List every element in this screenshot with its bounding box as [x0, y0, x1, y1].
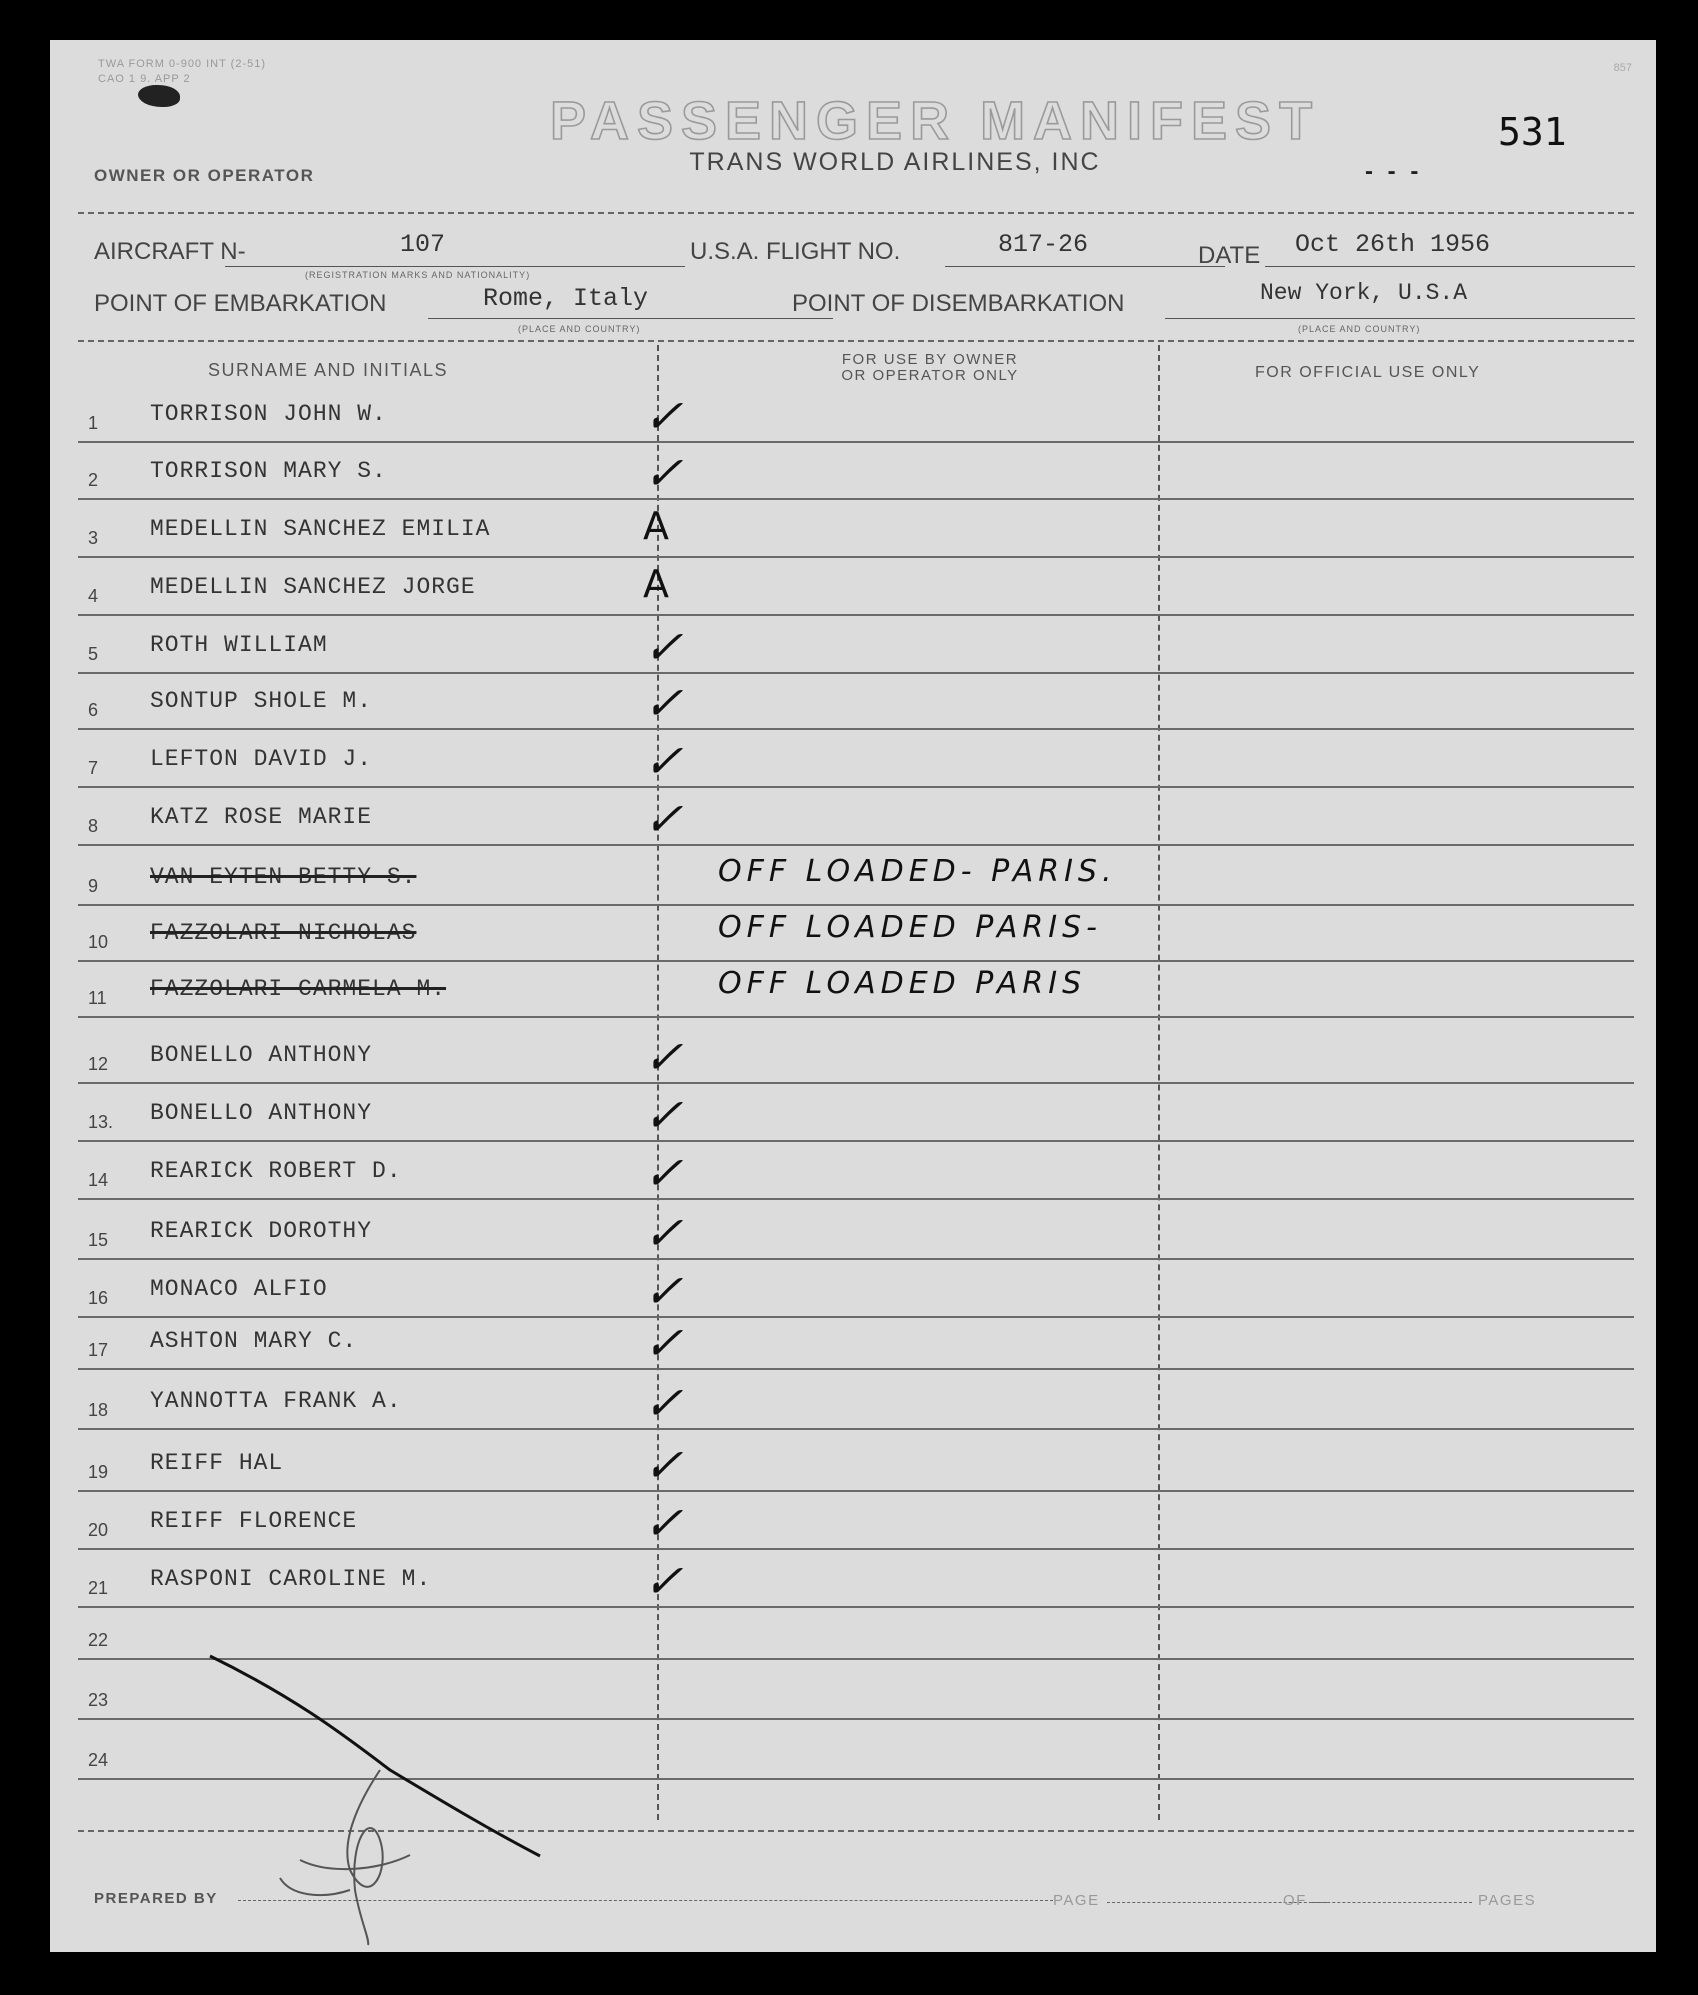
aircraft-caption: (REGISTRATION MARKS AND NATIONALITY)	[305, 270, 531, 280]
checkmark-icon: ✓	[639, 1554, 701, 1608]
passenger-name: REIFF FLORENCE	[150, 1508, 358, 1534]
manifest-page	[50, 40, 1656, 1952]
checkmark-icon: ✓	[639, 734, 701, 788]
passenger-row	[78, 1600, 1634, 1660]
passenger-row	[78, 786, 1634, 846]
passenger-name: REARICK ROBERT D.	[150, 1158, 402, 1184]
passenger-row	[78, 958, 1634, 1018]
passenger-name: MONACO ALFIO	[150, 1276, 328, 1302]
disembarkation-value: New York, U.S.A	[1260, 280, 1468, 306]
row-number: 3	[88, 528, 99, 548]
row-number: 7	[88, 758, 99, 778]
row-rule	[78, 1428, 1634, 1430]
header-divider	[78, 212, 1634, 214]
row-number: 12	[88, 1054, 109, 1074]
passenger-name: ASHTON MARY C.	[150, 1328, 358, 1354]
checkmark-icon: ✓	[639, 1376, 701, 1430]
owner-use-line2: OR OPERATOR ONLY	[841, 367, 1019, 384]
flight-number: 817-26	[998, 230, 1089, 259]
passenger-name: BONELLO ANTHONY	[150, 1042, 373, 1068]
row-rule	[78, 1778, 1634, 1780]
row-number: 11	[88, 988, 107, 1008]
checkmark-icon: ✓	[639, 389, 701, 443]
form-number: TWA FORM 0-900 INT (2-51)	[98, 58, 267, 70]
table-top-divider	[78, 340, 1634, 342]
passenger-name: YANNOTTA FRANK A.	[150, 1388, 402, 1414]
aircraft-value: 107	[400, 230, 446, 259]
disembarkation-caption: (PLACE AND COUNTRY)	[1298, 324, 1421, 334]
checkmark-icon: ✓	[639, 1264, 701, 1318]
row-number: 13.	[88, 1112, 114, 1132]
passenger-name: MEDELLIN SANCHEZ EMILIA	[150, 516, 491, 542]
passenger-row	[78, 1082, 1634, 1142]
table-bottom-divider	[78, 1830, 1634, 1832]
passenger-name: FAZZOLARI CARMELA M.	[150, 976, 447, 1002]
passenger-row	[78, 846, 1634, 906]
passenger-row	[78, 728, 1634, 788]
passenger-row	[78, 1310, 1634, 1370]
checkmark-icon: ✓	[639, 1146, 701, 1200]
owner-use-line1: FOR USE BY OWNER	[841, 351, 1019, 368]
passenger-name: SONTUP SHOLE M.	[150, 688, 373, 714]
row-number: 10	[88, 932, 109, 952]
corner-code: 857	[1613, 62, 1632, 74]
checkmark-icon: ✓	[639, 446, 701, 500]
row-number: 4	[88, 586, 99, 606]
passenger-row	[78, 1432, 1634, 1492]
row-rule	[78, 1016, 1634, 1018]
passenger-name: RASPONI CAROLINE M.	[150, 1566, 432, 1592]
row-number: 15	[88, 1230, 109, 1250]
passenger-row	[78, 1258, 1634, 1318]
owner-use-column-header	[780, 352, 1080, 384]
checkmark-icon: ✓	[639, 1088, 701, 1142]
handwritten-note: OFF LOADED PARIS-	[718, 910, 1102, 945]
passenger-name: REARICK DOROTHY	[150, 1218, 373, 1244]
passenger-row	[78, 1660, 1634, 1720]
passenger-row	[78, 670, 1634, 730]
embark-underline	[428, 318, 833, 319]
disembarkation-label: POINT OF DISEMBARKATION	[792, 290, 1125, 317]
embarkation-caption: (PLACE AND COUNTRY)	[518, 324, 641, 334]
surname-column-header: SURNAME AND INITIALS	[208, 360, 449, 380]
passenger-row	[78, 902, 1634, 962]
owner-label: OWNER OR OPERATOR	[94, 166, 315, 185]
checkmark-icon: ✓	[639, 792, 701, 846]
passenger-row	[78, 614, 1634, 674]
passenger-name: FAZZOLARI NICHOLAS	[150, 920, 417, 946]
flight-date: Oct 26th 1956	[1295, 230, 1491, 259]
passenger-name: REIFF HAL	[150, 1450, 284, 1476]
of-label: OF	[1283, 1892, 1307, 1909]
of-line	[1312, 1902, 1472, 1903]
airline-name: TRANS WORLD AIRLINES, INC	[689, 148, 1101, 176]
checkmark-icon: ✓	[639, 1206, 701, 1260]
checkmark-icon: ✓	[639, 1438, 701, 1492]
row-number: 17	[88, 1340, 109, 1360]
page-title: PASSENGER MANIFEST	[550, 91, 1321, 151]
page-label: PAGE	[1053, 1892, 1100, 1909]
flight-underline	[945, 266, 1225, 267]
aircraft-label: AIRCRAFT N-	[94, 238, 246, 265]
date-label: DATE	[1198, 242, 1261, 269]
row-number: 5	[88, 644, 99, 664]
passenger-name: ROTH WILLIAM	[150, 632, 328, 658]
passenger-row	[78, 1370, 1634, 1430]
row-number: 9	[88, 876, 99, 896]
handwritten-note: OFF LOADED- PARIS.	[718, 854, 1117, 889]
passenger-name: LEFTON DAVID J.	[150, 746, 373, 772]
row-number: 14	[88, 1170, 109, 1190]
row-number: 20	[88, 1520, 109, 1540]
signature-scribble	[280, 1770, 410, 1945]
number-dash: - - -	[1365, 158, 1423, 185]
handwritten-note: OFF LOADED PARIS	[718, 966, 1087, 1001]
checkmark-icon: ✓	[639, 676, 701, 730]
row-number: 2	[88, 470, 99, 490]
date-underline	[1265, 266, 1635, 267]
row-number: 1	[88, 413, 99, 433]
official-use-column-header: FOR OFFICIAL USE ONLY	[1255, 364, 1481, 381]
row-number: 19	[88, 1462, 109, 1482]
passenger-name: TORRISON MARY S.	[150, 458, 387, 484]
disembark-underline	[1165, 318, 1635, 319]
embarkation-value: Rome, Italy	[483, 284, 649, 313]
passenger-row	[78, 556, 1634, 616]
row-number: 23	[88, 1690, 109, 1710]
row-number: 6	[88, 700, 99, 720]
passenger-row	[78, 498, 1634, 558]
row-number: 22	[88, 1630, 109, 1650]
row-number: 16	[88, 1288, 109, 1308]
passenger-row	[78, 440, 1634, 500]
handwritten-a-mark: A	[643, 504, 674, 548]
checkmark-icon: ✓	[639, 620, 701, 674]
row-number: 8	[88, 816, 99, 836]
checkmark-icon: ✓	[639, 1316, 701, 1370]
passenger-name: TORRISON JOHN W.	[150, 401, 387, 427]
passenger-name: BONELLO ANTHONY	[150, 1100, 373, 1126]
handwritten-a-mark: A	[643, 562, 674, 606]
passenger-name: MEDELLIN SANCHEZ JORGE	[150, 574, 476, 600]
row-number: 18	[88, 1400, 109, 1420]
passenger-row	[78, 1140, 1634, 1200]
form-approval: CAO 1 9. APP 2	[98, 73, 191, 85]
passenger-row	[78, 1548, 1634, 1608]
pages-label: PAGES	[1478, 1892, 1537, 1909]
prepared-by-line	[238, 1900, 1053, 1901]
embarkation-label: POINT OF EMBARKATION	[94, 290, 387, 317]
passenger-row	[78, 1490, 1634, 1550]
row-number: 24	[88, 1750, 109, 1770]
flight-label: U.S.A. FLIGHT NO.	[690, 238, 901, 265]
aircraft-underline	[225, 266, 685, 267]
checkmark-icon: ✓	[639, 1030, 701, 1084]
checkmark-icon: ✓	[639, 1496, 701, 1550]
passenger-row	[78, 383, 1634, 443]
row-number: 21	[88, 1578, 109, 1598]
passenger-row	[78, 1720, 1634, 1780]
ink-smudge	[138, 85, 180, 107]
passenger-row	[78, 1024, 1634, 1084]
prepared-by-label: PREPARED BY	[94, 1890, 218, 1907]
passenger-name: KATZ ROSE MARIE	[150, 804, 373, 830]
passenger-row	[78, 1200, 1634, 1260]
document-number: 531	[1498, 110, 1567, 154]
passenger-name: VAN EYTEN BETTY S.	[150, 864, 417, 890]
